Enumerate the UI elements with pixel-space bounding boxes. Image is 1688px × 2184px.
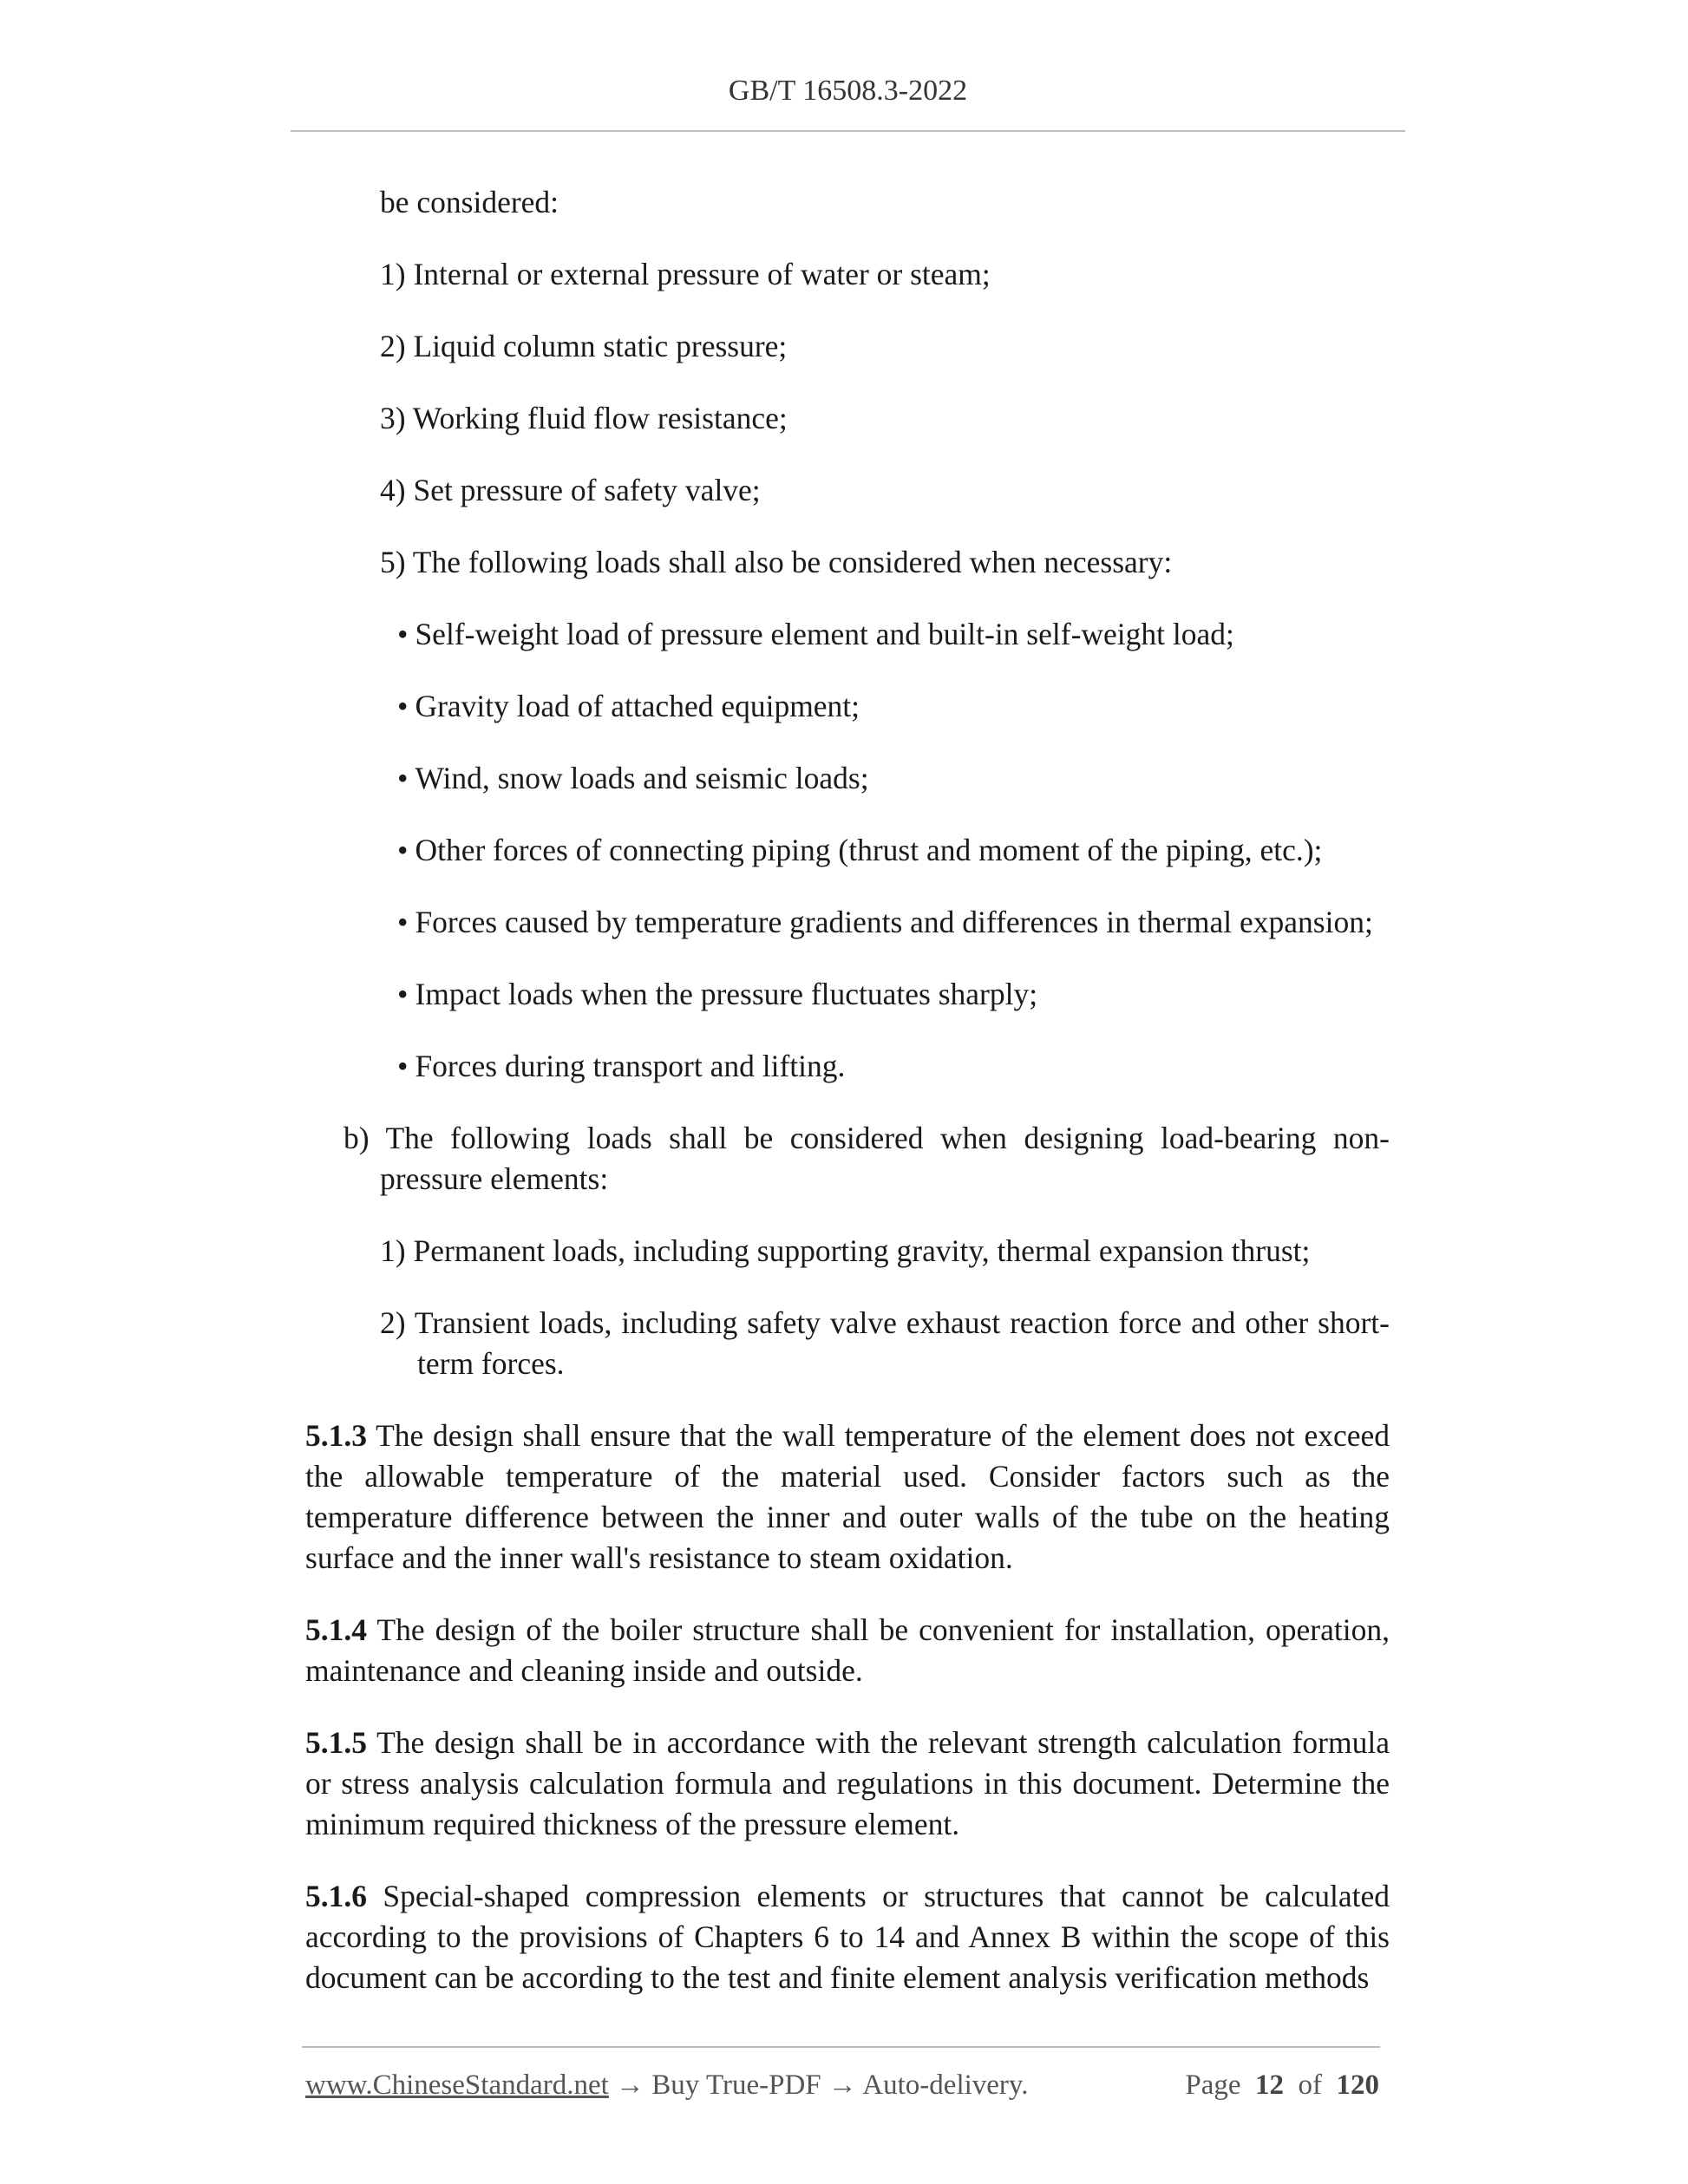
list-item: 3) Working fluid flow resistance; [380,401,788,435]
bullet-item [305,614,1390,655]
of-label: of [1298,2070,1322,2101]
clause-number: 5.1.4 [305,1612,367,1647]
bullet-item [305,974,1390,1015]
list-item: 2) Transient loads, including safety valve exhaust reaction force and other short-term forces. [380,1305,1390,1381]
clause-text: The design shall ensure that the wall temperature of the element does not exceed the allowable temperature of the material used. Consider factors such as the temperature difference between the inner and outer walls of the tube on the heating surface and the inner wall's resistance to steam oxidation. [305,1418,1390,1575]
clause-5-1-4 [305,1610,1390,1691]
page-header: GB/T 16508.3-2022 [728,75,968,107]
page-label: Page [1185,2070,1241,2101]
list-item: 2) Liquid column static pressure; [380,329,788,363]
bullet-text: Forces caused by temperature gradients and differences in thermal expansion; [415,905,1373,939]
bullet-text: Other forces of connecting piping (thrust and moment of the piping, etc.); [415,833,1323,867]
bullet-text: Impact loads when the pressure fluctuates sharply; [415,977,1038,1011]
bullet-text: Wind, snow loads and seismic loads; [415,761,869,795]
bullet-icon: • [397,833,409,867]
document-body [305,182,1390,2030]
site-link[interactable]: www.ChineseStandard.net [305,2070,609,2101]
clause-number: 5.1.3 [305,1418,367,1453]
bullet-icon: • [397,1049,409,1083]
clause-5-1-3 [305,1416,1390,1579]
list-item: 1) Permanent loads, including supporting gravity, thermal expansion thrust; [380,1233,1311,1268]
bullet-icon: • [397,905,409,939]
header-divider [291,130,1405,132]
bullet-item [305,902,1390,943]
list-item: 5) The following loads shall also be considered when necessary: [380,545,1173,579]
page-total: 120 [1336,2070,1379,2101]
lead-line: be considered: [380,185,559,219]
bullet-text: Self-weight load of pressure element and built-in self-weight load; [415,617,1234,651]
bullet-icon: • [397,761,409,795]
bullet-text: Gravity load of attached equipment; [415,689,860,723]
clause-5-1-6 [305,1876,1390,1998]
clause-text: The design of the boiler structure shall be convenient for installation, operation, maintenance and cleaning inside and outside. [305,1612,1390,1688]
bullet-item [305,686,1390,727]
list-item-b: b) The following loads shall be considered when designing load-bearing non-pressure elements: [343,1121,1390,1196]
bullet-icon: • [397,689,409,723]
list-item: 4) Set pressure of safety valve; [380,473,761,507]
clause-text: The design shall be in accordance with the relevant strength calculation formula or stress analysis calculation formula and regulations in this document. Determine the minimum required thickness of the pressure element. [305,1725,1390,1841]
clause-number: 5.1.5 [305,1725,367,1760]
bullet-icon: • [397,977,409,1011]
list-item: 1) Internal or external pressure of water or steam; [380,257,991,291]
bullet-item [305,830,1390,871]
bullet-item [305,1046,1390,1087]
footer-promo: → Buy True-PDF → Auto-delivery. [608,2070,1029,2101]
page-number: 12 [1255,2070,1284,2101]
clause-5-1-5 [305,1723,1390,1845]
clause-number: 5.1.6 [305,1879,367,1913]
clause-text: Special-shaped compression elements or structures that cannot be calculated according to the provisions of Chapters 6 to 14 and Annex B within the scope of this document can be according to the test and finite element analysis verification methods [305,1879,1390,1995]
bullet-text: Forces during transport and lifting. [415,1049,846,1083]
bullet-icon: • [397,617,409,651]
bullet-item [305,758,1390,799]
page-footer [305,2070,1379,2102]
page-indicator [1185,2070,1379,2102]
footer-divider [302,2046,1380,2048]
